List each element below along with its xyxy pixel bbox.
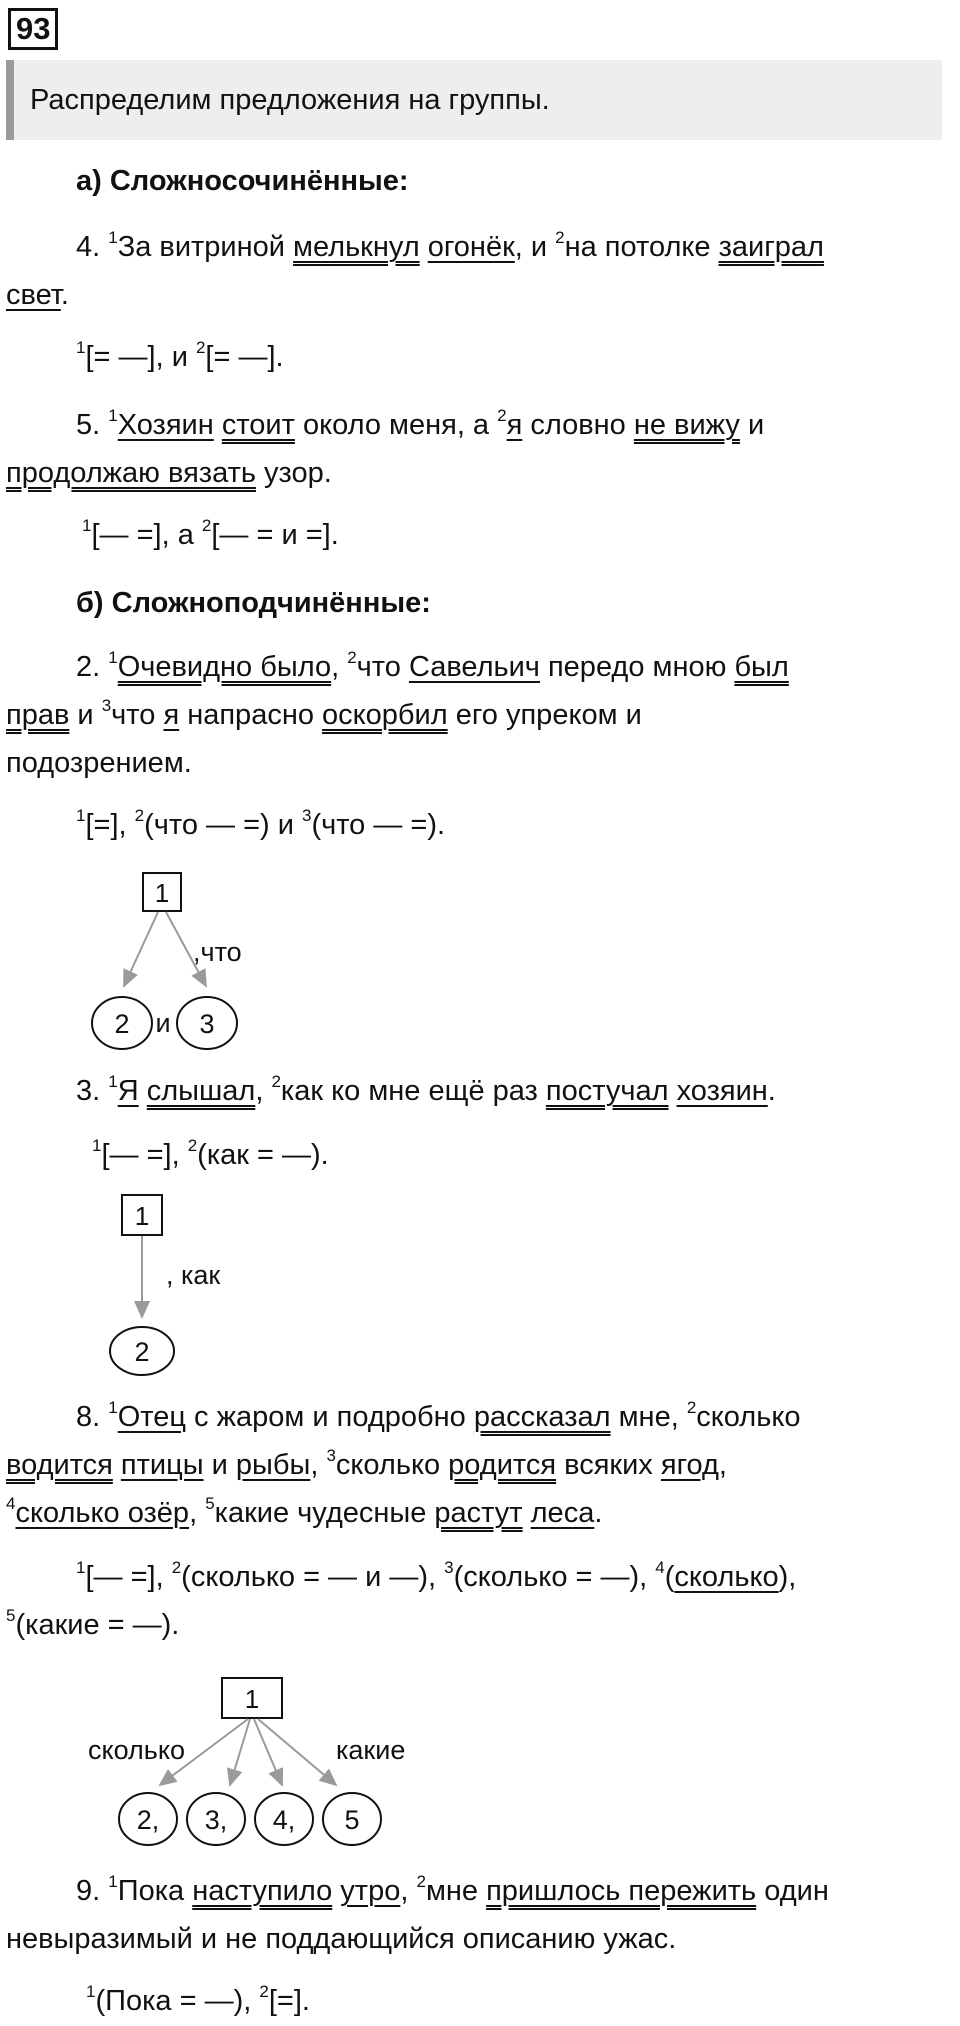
predicate: продолжаю вязать [6, 457, 256, 489]
predicate: водится [6, 1449, 113, 1481]
sentence-9-scheme: $^1$(Пока = —), $^2$[=]. [86, 1982, 310, 2017]
subject: утро [340, 1875, 401, 1907]
sentence-9-line-2: невыразимый и не поддающийся описанию ужас. [6, 1923, 677, 1955]
subject: я [163, 699, 180, 731]
subject: Хозяин [117, 409, 214, 441]
exercise-number: 93 [8, 8, 58, 50]
predicate: наступило [192, 1875, 333, 1907]
predicate: пришлось пережить [486, 1875, 757, 1907]
sentence-3-scheme: $^1$[— =], $^2$(как = —). [92, 1136, 329, 1171]
sentence-8-line-2: водится птицы и рыбы, $^3$сколько родится всяких ягод, [6, 1446, 727, 1481]
main-clause-number: 1 [154, 878, 170, 908]
sub-clause-number: 5 [344, 1805, 360, 1835]
sentence-2-line-1: 2. $^1$Очевидно было, $^2$что Савельич передо мною был [76, 648, 789, 683]
subject: свет [6, 279, 61, 311]
sentence-2-line-2: прав и $^3$что я напрасно оскорбил его упреком и [6, 696, 642, 731]
subject: огонёк [427, 231, 515, 263]
sub-clause-number: 3 [199, 1009, 215, 1039]
group-a-title: а) Сложносочинённые: [76, 165, 409, 197]
sub-clause-number: 2 [134, 1337, 150, 1367]
intro-banner [6, 60, 942, 140]
predicate: Очевидно было [117, 651, 332, 683]
sentence-4-line-2: свет. [6, 279, 69, 311]
sentence-4-line-1: 4. $^1$За витриной мелькнул огонёк, и $^2$на потолке заиграл [76, 228, 824, 263]
sub-clause-number: 4, [272, 1805, 296, 1835]
subject: рыбы [235, 1449, 311, 1481]
subject: сколько [674, 1561, 779, 1593]
predicate: оскорбил [322, 699, 448, 731]
sentence-5-line-1: 5. $^1$Хозяин стоит около меня, а $^2$я словно не вижу и [76, 406, 765, 441]
sentence-8-line-3: $^4$сколько озёр, $^5$какие чудесные растут леса. [6, 1494, 603, 1529]
conjunction-label: какие [336, 1735, 406, 1765]
intro-text: Распределим предложения на группы. [30, 84, 550, 116]
main-clause-number: 1 [244, 1684, 260, 1714]
subject: Отец [117, 1401, 186, 1433]
sentence-5-line-2: продолжаю вязать узор. [6, 457, 332, 489]
predicate: мелькнул [293, 231, 420, 263]
arrow [230, 1719, 250, 1785]
sentence-5-scheme: $^1$[— =], а $^2$[— = и =]. [82, 516, 339, 551]
subject: птицы [120, 1449, 204, 1481]
sentence-8-scheme-line-1: $^1$[— =], $^2$(сколько = — и —), $^3$(сколько = —), $^4$(сколько), [76, 1558, 797, 1593]
subject: леса [530, 1497, 595, 1529]
main-clause-number: 1 [134, 1201, 150, 1231]
conjunction-label: сколько [88, 1735, 185, 1765]
predicate: стоит [221, 409, 295, 441]
sentence-2-diagram [0, 860, 300, 1060]
predicate: родится [448, 1449, 557, 1481]
sentence-8-line-1: 8. $^1$Отец с жаром и подробно рассказал мне, $^2$сколько [76, 1398, 801, 1433]
subject: я [506, 409, 523, 441]
sentence-3-line-1: 3. $^1$Я слышал, $^2$как ко мне ещё раз постучал хозяин. [76, 1072, 776, 1107]
predicate: растут [434, 1497, 523, 1529]
arrow [254, 1719, 282, 1785]
subject: сколько озёр [15, 1497, 190, 1529]
sentence-3-diagram [0, 1180, 300, 1380]
predicate: заиграл [718, 231, 824, 263]
subject: хозяин [676, 1075, 768, 1107]
sentence-4-scheme: $^1$[= —], и $^2$[= —]. [76, 338, 284, 373]
sub-clause-number: 3, [204, 1805, 228, 1835]
sub-clause-number: 2, [136, 1805, 160, 1835]
predicate: не вижу [633, 409, 740, 441]
subject: Я [117, 1075, 139, 1107]
group-b-title: б) Сложноподчинённые: [76, 587, 431, 619]
conjunction-label: , как [166, 1260, 221, 1290]
arrow [258, 1719, 336, 1785]
sentence-2-scheme: $^1$[=], $^2$(что — =) и $^3$(что — =). [76, 806, 446, 841]
predicate: постучал [545, 1075, 669, 1107]
sentence-2-line-3: подозрением. [6, 747, 192, 779]
predicate: слышал [146, 1075, 256, 1107]
predicate: был [734, 651, 789, 683]
predicate: рассказал [473, 1401, 611, 1433]
joiner-label: и [155, 1008, 171, 1038]
sentence-8-diagram [0, 1660, 420, 1860]
sentence-9-line-1: 9. $^1$Пока наступило утро, $^2$мне пришлось пережить один [76, 1872, 829, 1907]
subject: ягод [660, 1449, 719, 1481]
predicate: прав [6, 699, 70, 731]
conjunction-label: ,что [193, 937, 242, 967]
arrow [124, 912, 158, 986]
sentence-8-scheme-line-2: $^5$(какие = —). [6, 1606, 180, 1641]
sub-clause-number: 2 [114, 1009, 130, 1039]
subject: Савельич [408, 651, 540, 683]
